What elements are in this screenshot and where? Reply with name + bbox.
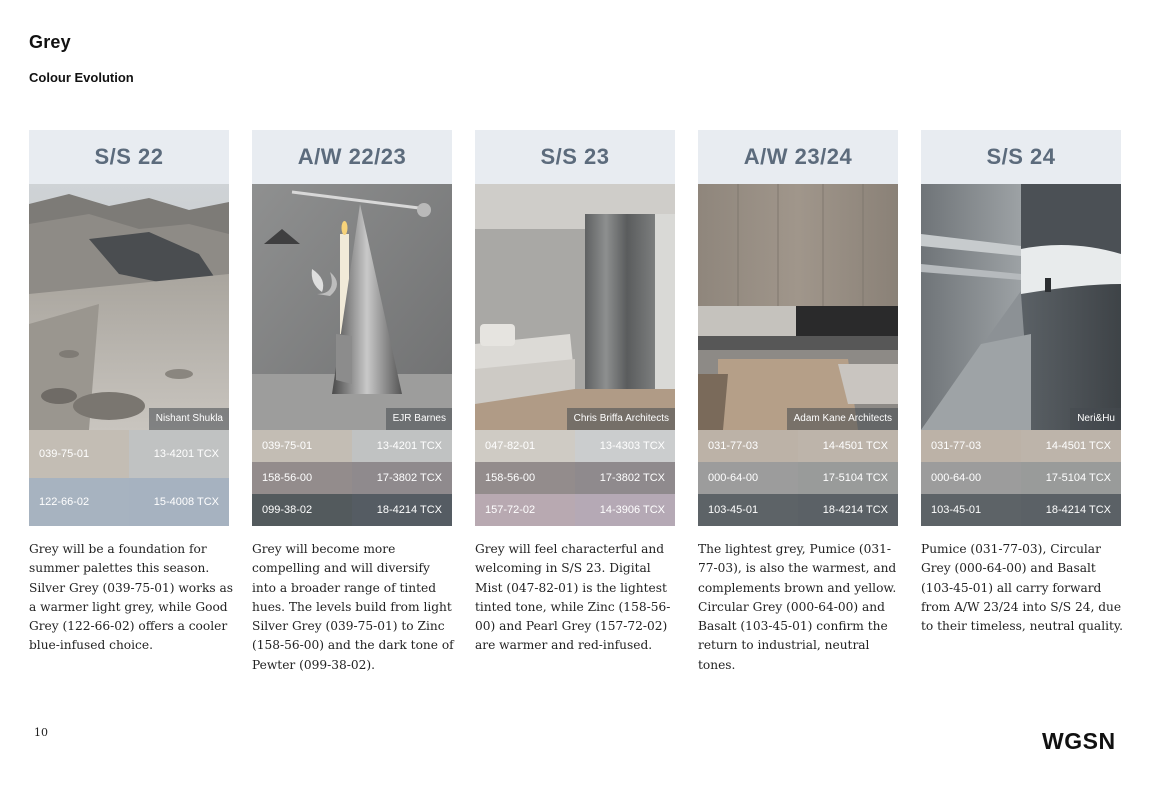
glacier-river-photo [29, 184, 229, 430]
page-subtitle: Colour Evolution [29, 70, 134, 85]
colour-code-swatch: 039-75-01 [29, 430, 129, 478]
season-column [698, 130, 898, 526]
colour-code-swatch: 157-72-02 [475, 494, 575, 526]
tcx-code-swatch: 13-4201 TCX [352, 430, 452, 462]
photo-credit: Chris Briffa Architects [567, 408, 675, 430]
season-header: S/S 22 [29, 130, 229, 184]
colour-swatches [921, 430, 1121, 526]
column-description: Pumice (031-77-03), Circular Grey (000-64-00) and Basalt (103-45-01) all carry forward from A/W 23/24 into S/S 24, due to their timeless, neutral quality. [921, 542, 1124, 634]
season-column [252, 130, 452, 526]
colour-code-swatch: 103-45-01 [698, 494, 798, 526]
tcx-code-swatch: 18-4214 TCX [1021, 494, 1121, 526]
page-title: Grey [29, 32, 71, 52]
colour-code-swatch: 122-66-02 [29, 478, 129, 526]
tcx-code-swatch: 17-5104 TCX [798, 462, 898, 494]
tcx-code-swatch: 18-4214 TCX [352, 494, 452, 526]
tcx-code-swatch: 13-4201 TCX [129, 430, 229, 478]
season-column [29, 130, 229, 526]
colour-swatches [252, 430, 452, 526]
photo-credit: Neri&Hu [1070, 408, 1121, 430]
tcx-code-swatch: 18-4214 TCX [798, 494, 898, 526]
tcx-code-swatch: 17-3802 TCX [352, 462, 452, 494]
tcx-code-swatch: 15-4008 TCX [129, 478, 229, 526]
colour-code-swatch: 000-64-00 [698, 462, 798, 494]
colour-code-swatch: 158-56-00 [252, 462, 352, 494]
colour-code-swatch: 000-64-00 [921, 462, 1021, 494]
colour-swatches [29, 430, 229, 526]
colour-swatches [475, 430, 675, 526]
photo-credit: Adam Kane Architects [787, 408, 898, 430]
tcx-code-swatch: 17-3802 TCX [575, 462, 675, 494]
concrete-corridor-photo [921, 184, 1121, 430]
tcx-code-swatch: 14-3906 TCX [575, 494, 675, 526]
photo-credit: Nishant Shukla [149, 408, 229, 430]
colour-code-swatch: 158-56-00 [475, 462, 575, 494]
column-description: Grey will become more compelling and will diversify into a broader range of tinted hues. The levels build from light Silver Grey (039-75-01) to Zinc (158-56-00) and the dark tone of Pewter (099-38-02). [252, 542, 454, 672]
colour-code-swatch: 031-77-03 [698, 430, 798, 462]
bedroom-curtain-photo [475, 184, 675, 430]
column-description: Grey will feel characterful and welcoming in S/S 23. Digital Mist (047-82-01) is the lightest tinted tone, while Zinc (158-56-00) and Pearl Grey (157-72-02) are warmer and red-infused. [475, 542, 671, 653]
tcx-code-swatch: 17-5104 TCX [1021, 462, 1121, 494]
season-header: S/S 23 [475, 130, 675, 184]
season-column [921, 130, 1121, 526]
tcx-code-swatch: 14-4501 TCX [1021, 430, 1121, 462]
colour-code-swatch: 103-45-01 [921, 494, 1021, 526]
wood-fireplace-photo [698, 184, 898, 430]
season-header: A/W 22/23 [252, 130, 452, 184]
tcx-code-swatch: 14-4501 TCX [798, 430, 898, 462]
column-description: The lightest grey, Pumice (031-77-03), is also the warmest, and complements brown and yellow. Circular Grey (000-64-00) and Basalt (103-45-01) confirm the return to industrial, neutral tones. [698, 542, 897, 672]
column-description: Grey will be a foundation for summer palettes this season. Silver Grey (039-75-01) works as a warmer light grey, while Good Grey (122-66-02) offers a cooler blue-infused choice. [29, 542, 234, 653]
colour-code-swatch: 039-75-01 [252, 430, 352, 462]
colour-swatches [698, 430, 898, 526]
colour-code-swatch: 031-77-03 [921, 430, 1021, 462]
season-header: S/S 24 [921, 130, 1121, 184]
season-header: A/W 23/24 [698, 130, 898, 184]
wgsn-logo: WGSN [1042, 728, 1116, 754]
colour-code-swatch: 099-38-02 [252, 494, 352, 526]
page-number: 10 [34, 726, 48, 739]
colour-code-swatch: 047-82-01 [475, 430, 575, 462]
tcx-code-swatch: 13-4303 TCX [575, 430, 675, 462]
candle-sconce-photo [252, 184, 452, 430]
season-column [475, 130, 675, 526]
photo-credit: EJR Barnes [386, 408, 452, 430]
